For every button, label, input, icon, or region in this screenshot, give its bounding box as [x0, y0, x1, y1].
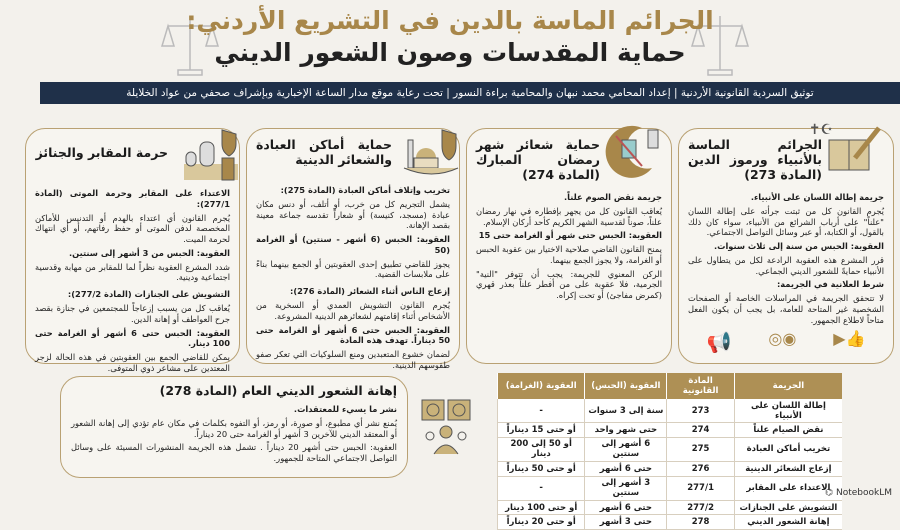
- card-text: شدد المشرع العقوبة نظراً لما للمقابر من مهابة وقدسية اجتماعية ودينية.: [35, 261, 230, 283]
- table-cell: 3 أشهر إلى سنتين: [584, 477, 666, 501]
- table-row: [497, 423, 842, 437]
- column-header: العقوبة (الغرامة): [497, 373, 584, 399]
- table-cell: 277/1: [666, 477, 733, 501]
- table-cell: 274: [666, 423, 733, 437]
- card-title: إهانة الشعور الديني العام (المادة 278): [159, 383, 397, 398]
- ramadan-crescent-icon: [602, 122, 660, 180]
- card-text: يمنح القانون القاضي صلاحية الاختيار بين عقوبة الحبس أو الغرامة، ولا يجوز الجمع بينهما.: [476, 244, 662, 265]
- table-cell: أو حتى 15 ديناراً: [497, 423, 584, 437]
- table-row: [497, 501, 842, 515]
- card-text: الاعتداء على المقابر وحرمة الموتى (المادة 277/1):: [35, 188, 230, 209]
- table-cell: -: [497, 399, 584, 423]
- table-cell: التشويش على الجنازات: [734, 501, 842, 515]
- card-text: العقوبة: الحبس من 3 أشهر إلى سنتين.: [69, 247, 230, 258]
- card-text: نشر ما يسيء للمعتقدات.: [293, 404, 397, 414]
- table-row: [497, 438, 842, 462]
- table-cell: -: [497, 477, 584, 501]
- table-cell: أو حتى 100 دينار: [497, 501, 584, 515]
- megaphone-icon: 📢: [706, 329, 732, 354]
- card-text: العقوبة: الحبس (6 أشهر - سنتين) أو الغرامة (50: [256, 234, 450, 255]
- card-title: حماية شعائر شهر رمضان المبارك (المادة 274): [476, 137, 600, 182]
- card-title: الجرائم الماسة بالأنبياء ورموز الدين (المادة 273): [688, 137, 822, 182]
- column-header: العقوبة (الحبس): [584, 373, 666, 399]
- column-header: الجريمة: [734, 373, 842, 399]
- social-media-icon: ◎◉: [768, 328, 797, 348]
- table-cell: حتى 6 أشهر: [584, 501, 666, 515]
- table-cell: إطالة اللسان على الأنبياء: [734, 399, 842, 423]
- card-text: قرر المشرع هذه العقوبة الرادعة لكل من يتطاول على الأنبياء حمايةً للشعور الديني الجماعي.: [688, 254, 884, 276]
- card-text: العقوبة: الحبس حتى 6 أشهر أو الغرامة حتى 50 ديناراً. تهدف هذه المادة: [256, 324, 450, 346]
- card-text: يمكن للقاضي الجمع بين العقوبتين في هذه الحالة لزجر المعتدين على مشاعر ذوي المتوفى.: [35, 352, 230, 373]
- card-text: شرط العلانية في الجريمة:: [776, 279, 884, 290]
- brand-label: NotebookLM: [835, 488, 892, 498]
- card-text: يُجرم القانون أي اعتداء بالهدم أو التدنيس للأماكن المخصصة لدفن الموتى أو حفظ رفاتهم، أو أي انتهاك لحرمة الميت.: [35, 212, 230, 245]
- card-text: العقوبة: الحبس حتى شهر أو الغرامة حتى 15: [478, 230, 662, 241]
- card-text: لا تتحقق الجريمة في المراسلات الخاصة أو الصفحات الشخصية غير المتاحة للعامة، بل يجب أن يكون الفعل متاحاً لاطلاع الجمهور.: [688, 293, 884, 325]
- card-article-278: [60, 376, 408, 478]
- card-title: حماية أماكن العبادة والشعائر الدينية: [256, 137, 392, 167]
- table-row: [497, 399, 842, 423]
- credits-banner: توثيق السردية القانونية الأردنية | إعداد المحامي محمد نبهان والمحامية براءة النسور | تحت رعاية موقع مدار الساعة الإخبارية وبإشراف صحفي من عواد الخلايلة: [40, 82, 900, 104]
- cemetery-icon: [182, 124, 240, 182]
- table-cell: حتى شهر واحد: [584, 423, 666, 437]
- table-cell: 278: [666, 515, 733, 529]
- brand-icon: ⌬: [825, 488, 836, 498]
- table-cell: 273: [666, 399, 733, 423]
- table-cell: 275: [666, 438, 733, 462]
- table-cell: الاعتداء على المقابر: [734, 477, 842, 501]
- penalties-table: [497, 373, 842, 530]
- card-text: العقوبة: الحبس حتى أشهر 20 ديناراً . تشمل هذه الجريمة المنشورات المسيئة على وسائل التواصل الاجتماعي المتاحة للجمهور.: [71, 442, 397, 464]
- card-text: الركن المعنوي للجريمة: يجب أن تتوفر "النية" الجرمية، فلا عقوبة على من أفطر علناً بعذر قهري (كمرض مفاجئ) أو تحت إكراه.: [476, 268, 662, 301]
- svg-text:☪✝: ☪✝: [808, 122, 833, 138]
- card-text: العقوبة: الحبس حتى 6 أشهر أو الغرامة حتى 100 دينار.: [35, 327, 231, 349]
- table-cell: أو حتى 20 ديناراً: [497, 515, 584, 529]
- table-cell: سنة إلى 3 سنوات: [584, 399, 666, 423]
- card-text: جريمة إطالة اللسان على الأنبياء.: [750, 192, 884, 202]
- table-row: [497, 477, 842, 501]
- card-text: يُجرم القانون التشويش العمدي أو السخرية من الأشخاص أثناء إقامتهم لشعائرهم الدينية المشروعة.: [256, 300, 450, 321]
- card-text: لضمان خشوع المتعبدين ومنع السلوكيات التي تعكر صفو طقوسهم الدينية.: [256, 349, 450, 370]
- table-cell: أو 50 إلى 200 دينار: [497, 438, 584, 462]
- table-cell: إهانة الشعور الديني: [734, 515, 842, 529]
- card-text: يشمل التجريم كل من خرب، أو أتلف، أو دنس مكان عبادة (مسجد، كنيسة) أو شعاراً تقدسه جماعة معينة بقصد الإهانة.: [256, 198, 450, 231]
- card-text: تخريب وإتلاف أماكن العبادة (المادة 275):: [280, 185, 450, 195]
- column-header: المادة القانونية: [666, 373, 733, 399]
- card-text: جريمة نقض الصوم علناً.: [563, 192, 662, 202]
- card-text: يُعاقب كل من يسبب إزعاجاً للمجتمعين في جنازة بقصد جرح العواطف أو إهانة الدين.: [35, 303, 230, 324]
- table-cell: تخريب أماكن العبادة: [734, 438, 842, 462]
- notebooklm-logo: [825, 488, 892, 498]
- table-cell: 6 أشهر إلى سنتين: [584, 438, 666, 462]
- card-text: التشويش على الجنازات (المادة 277/2):: [67, 289, 230, 300]
- page-title: الجرائم الماسة بالدين في التشريع الأردني:: [186, 6, 714, 35]
- table-header-row: [497, 373, 842, 399]
- page-subtitle: حماية المقدسات وصون الشعور الديني: [214, 38, 686, 67]
- table-cell: إزعاج الشعائر الدينية: [734, 462, 842, 476]
- holy-book-icon: [808, 118, 883, 176]
- mosque-protection-icon: [402, 124, 460, 182]
- table-cell: حتى 3 أشهر: [584, 515, 666, 529]
- card-title: حرمة المقابر والجنائز: [35, 145, 168, 160]
- card-text: يُعاقب القانون كل من يجهر بإفطاره في نهار رمضان علناً، صوناً لقدسية الشهر الكريم كأحد أركان الإسلام.: [476, 205, 662, 227]
- video-like-icon: ▶👍: [833, 328, 866, 348]
- table-cell: أو حتى 50 ديناراً: [497, 462, 584, 476]
- card-text: يُمنع نشر أي مطبوع، أو صورة، أو رمز، أو التفوه بكلمات في مكان عام تؤدي إلى إهانة الشعور أو المعتقد الديني للآخرين 3 أشهر أو الغرامة حتى 20 ديناراً.: [71, 417, 397, 439]
- table-row: [497, 515, 842, 529]
- card-text: يُجرم القانون كل من ثبتت جرأته على إطالة اللسان "علناً" على أرباب الشرائع من الأنبياء، سواء كان ذلك بالقول، أو الكتابة، أو عبر وسائل التواصل الاجتماعي.: [688, 205, 884, 238]
- table-cell: 276: [666, 462, 733, 476]
- table-cell: نقض الصيام علناً: [734, 423, 842, 437]
- card-text: يجوز للقاضي تطبيق إحدى العقوبتين أو الجمع بينهما بناءً على ملابسات القضية.: [256, 258, 450, 280]
- table-row: [497, 462, 842, 476]
- table-cell: 277/2: [666, 501, 733, 515]
- table-cell: حتى 6 أشهر: [584, 462, 666, 476]
- card-text: إزعاج الناس أثناء الشعائر (المادة 276):: [290, 286, 450, 297]
- card-text: العقوبة: الحبس من سنة إلى ثلاث سنوات.: [713, 241, 884, 252]
- offended-people-icon: [418, 398, 476, 456]
